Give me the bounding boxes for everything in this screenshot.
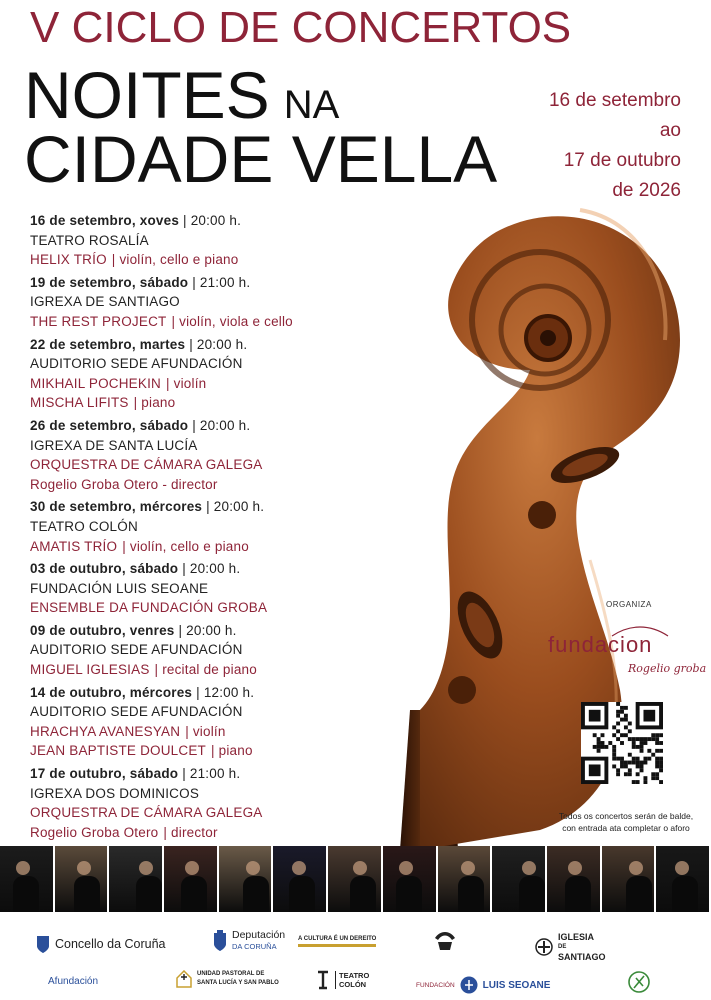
logo-deputacion-sub: DA CORUÑA: [232, 942, 277, 951]
concert-time: | 20:00 h.: [182, 561, 241, 577]
concert-item: [30, 335, 370, 413]
performer-photo: [547, 846, 602, 912]
concert-venue: IGREXA DE SANTIAGO: [30, 294, 180, 310]
performer-detail: | piano: [133, 395, 176, 411]
performer-detail: | violín: [165, 375, 207, 391]
performer-silhouette: [399, 861, 413, 875]
teatro-column-icon: [316, 970, 330, 990]
concert-venue: TEATRO COLÓN: [30, 518, 138, 534]
concert-item: [30, 497, 370, 556]
performer-photo: [109, 846, 164, 912]
performer-silhouette: [629, 861, 643, 875]
concert-date-line: [30, 211, 370, 231]
performer-name: ENSEMBLE DA FUNDACIÓN GROBA: [30, 600, 268, 616]
concello-crest-icon: [36, 934, 50, 954]
date-range-end: 17 de outubro: [563, 150, 681, 171]
concert-item: [30, 559, 370, 618]
concert-item: [30, 416, 370, 494]
concert-date: 03 de outubro, sábado: [30, 561, 179, 577]
performer-photo: [0, 846, 55, 912]
performer-photo: [55, 846, 110, 912]
performer-silhouette: [675, 861, 689, 875]
performer-silhouette: [522, 861, 536, 875]
performer-silhouette: [77, 861, 91, 875]
performer-detail: | violín, viola e cello: [171, 313, 293, 329]
concert-performer: [30, 455, 370, 475]
title-word-noites: NOITES: [24, 58, 270, 132]
logo-iglesia-de: DE: [558, 944, 567, 950]
concert-venue: FUNDACIÓN LUIS SEOANE: [30, 580, 209, 596]
performer-photo: [328, 846, 383, 912]
performer-detail: | violín: [185, 723, 226, 739]
performer-name: HRACHYA AVANESYAN: [30, 723, 181, 739]
concert-performer: [30, 393, 370, 413]
performer-photo: [383, 846, 438, 912]
logo-teatro-colon: [316, 970, 369, 990]
concert-date-line: [30, 416, 370, 436]
performer-name: MIGUEL IGLESIAS: [30, 662, 150, 678]
performer-silhouette: [185, 861, 199, 875]
concert-time: | 21:00 h.: [182, 766, 241, 782]
organizer-logo-arc: [610, 624, 670, 638]
logo-emblem: [432, 928, 458, 954]
concert-date-line: [30, 335, 370, 355]
logo-iglesia-label: IGLESIA: [558, 932, 595, 942]
emblem-icon: [432, 928, 458, 954]
performer-name: ORQUESTRA DE CÁMARA GALEGA: [30, 805, 263, 821]
concert-performer: [30, 741, 370, 761]
concert-date: 19 de setembro, sábado: [30, 274, 189, 290]
logo-concello-label: Concello da Coruña: [55, 937, 166, 951]
concert-time: | 20:00 h.: [189, 336, 248, 352]
concert-performer: [30, 823, 370, 843]
concert-date: 26 de setembro, sábado: [30, 417, 189, 433]
concert-item: [30, 764, 370, 842]
performer-detail: | recital de piano: [154, 662, 257, 678]
concert-date-line: [30, 764, 370, 784]
concert-performer: [30, 312, 370, 332]
concert-date: 09 de outubro, venres: [30, 622, 175, 638]
concert-performer: [30, 537, 370, 557]
concert-venue: AUDITORIO SEDE AFUNDACIÓN: [30, 704, 243, 720]
logo-unidad-sub: SANTA LUCÍA Y SAN PABLO: [197, 980, 279, 986]
performer-photo: [656, 846, 711, 912]
concert-date: 30 de setembro, mércores: [30, 499, 203, 515]
title-word-na: NA: [283, 83, 340, 127]
concert-time: | 12:00 h.: [196, 684, 255, 700]
concert-performer: [30, 374, 370, 394]
logo-concello-coruna: [36, 934, 166, 954]
concert-time: | 21:00 h.: [192, 274, 251, 290]
logo-unidad-label: UNIDAD PASTORAL DE: [197, 971, 265, 977]
seoane-circle-icon: [460, 976, 478, 994]
logo-deputacion: [213, 930, 285, 952]
logo-green-emblem: [628, 970, 650, 994]
concert-date-line: [30, 621, 370, 641]
concert-venue: IGREXA DE SANTA LUCÍA: [30, 437, 198, 453]
performer-name: THE REST PROJECT: [30, 313, 167, 329]
concert-venue: AUDITORIO SEDE AFUNDACIÓN: [30, 356, 243, 372]
logo-teatro-label: TEATRO: [339, 971, 370, 980]
logo-seoane-name: LUIS SEOANE: [482, 979, 551, 991]
logo-iglesia-santiago-label: SANTIAGO: [558, 952, 606, 962]
concert-performer: [30, 722, 370, 742]
performer-silhouette: [568, 861, 582, 875]
logo-unidad-pastoral: [176, 970, 279, 988]
concert-list: [30, 211, 370, 845]
performer-photo-strip: [0, 846, 711, 912]
performer-photo: [164, 846, 219, 912]
performer-name: ORQUESTRA DE CÁMARA GALEGA: [30, 457, 263, 473]
deputacion-crest-icon: [213, 930, 227, 952]
cycle-heading: V CICLO DE CONCERTOS: [30, 3, 572, 52]
free-entry-note: [546, 810, 706, 834]
performer-detail: | piano: [210, 743, 253, 759]
performer-name: MIKHAIL POCHEKIN: [30, 375, 161, 391]
performer-name: Rogelio Groba Otero: [30, 824, 159, 840]
performer-name: Rogelio Groba Otero - director: [30, 476, 218, 492]
performer-name: MISCHA LIFITS: [30, 395, 129, 411]
performer-name: HELIX TRÍO: [30, 252, 107, 268]
concert-venue: AUDITORIO SEDE AFUNDACIÓN: [30, 642, 243, 658]
cross-icon: [535, 938, 553, 956]
performer-silhouette: [16, 861, 30, 875]
performer-photo: [438, 846, 493, 912]
performer-silhouette: [292, 861, 306, 875]
concert-date-line: [30, 559, 370, 579]
performer-detail: | violín, cello e piano: [122, 538, 249, 554]
organizer-logo-name: fundacion: [548, 632, 653, 657]
concert-date: 22 de setembro, martes: [30, 336, 186, 352]
concert-performer: [30, 475, 370, 495]
performer-silhouette: [139, 861, 153, 875]
concert-item: [30, 621, 370, 680]
logo-seoane-prefix: FUNDACIÓN: [416, 981, 455, 989]
concert-performer: [30, 598, 370, 618]
concert-performer: [30, 250, 370, 270]
date-range-connector: ao: [659, 120, 681, 141]
performer-detail: | director: [163, 824, 218, 840]
date-range-start: 16 de setembro: [548, 90, 681, 111]
performer-photo: [602, 846, 657, 912]
performer-silhouette: [246, 861, 260, 875]
logo-fundacion-luis-seoane: [416, 976, 550, 994]
concert-item: [30, 211, 370, 270]
concert-time: | 20:00 h.: [178, 622, 237, 638]
organizer-label: ORGANIZA: [606, 600, 652, 609]
logo-deputacion-label: Deputación: [232, 929, 286, 941]
performer-detail: | violín, cello e piano: [111, 252, 239, 268]
church-icon: [176, 970, 192, 988]
organizer-logo-sub: Rogelio groba: [628, 662, 707, 675]
concert-performer: [30, 803, 370, 823]
logo-iglesia-santiago: [535, 932, 606, 962]
performer-silhouette: [461, 861, 475, 875]
performer-photo: [219, 846, 274, 912]
concert-date: 14 de outubro, mércores: [30, 684, 193, 700]
free-entry-line-1: Todos os concertos serán de balde,: [558, 811, 694, 821]
qr-code[interactable]: [581, 702, 663, 784]
logo-cultura-dereito: A CULTURA É UN DEREITO: [298, 936, 376, 947]
concert-time: | 20:00 h.: [206, 499, 265, 515]
concert-date: 17 de outubro, sábado: [30, 766, 179, 782]
concert-venue: IGREXA DOS DOMINICOS: [30, 785, 200, 801]
concert-date: 16 de setembro, xoves: [30, 213, 180, 228]
concert-item: [30, 683, 370, 761]
concert-item: [30, 273, 370, 332]
performer-name: AMATIS TRÍO: [30, 538, 118, 554]
title-line-2: CIDADE VELLA: [24, 122, 498, 196]
concert-time: | 20:00 h.: [192, 417, 251, 433]
performer-photo: [273, 846, 328, 912]
concert-date-line: [30, 497, 370, 517]
green-emblem-icon: [628, 970, 650, 994]
concert-performer: [30, 660, 370, 680]
concert-time: | 20:00 h.: [183, 213, 242, 228]
logo-colon-label: COLÓN: [339, 980, 367, 989]
free-entry-line-2: con entrada ata completar o aforo: [562, 823, 690, 833]
performer-name: JEAN BAPTISTE DOULCET: [30, 743, 206, 759]
performer-photo: [492, 846, 547, 912]
logo-afundacion: Afundación: [48, 976, 99, 987]
concert-date-line: [30, 273, 370, 293]
concert-venue: TEATRO ROSALÍA: [30, 232, 149, 248]
date-range-year: de 2026: [612, 180, 681, 201]
performer-silhouette: [353, 861, 367, 875]
sponsor-logos: [0, 920, 711, 1000]
concert-date-line: [30, 683, 370, 703]
